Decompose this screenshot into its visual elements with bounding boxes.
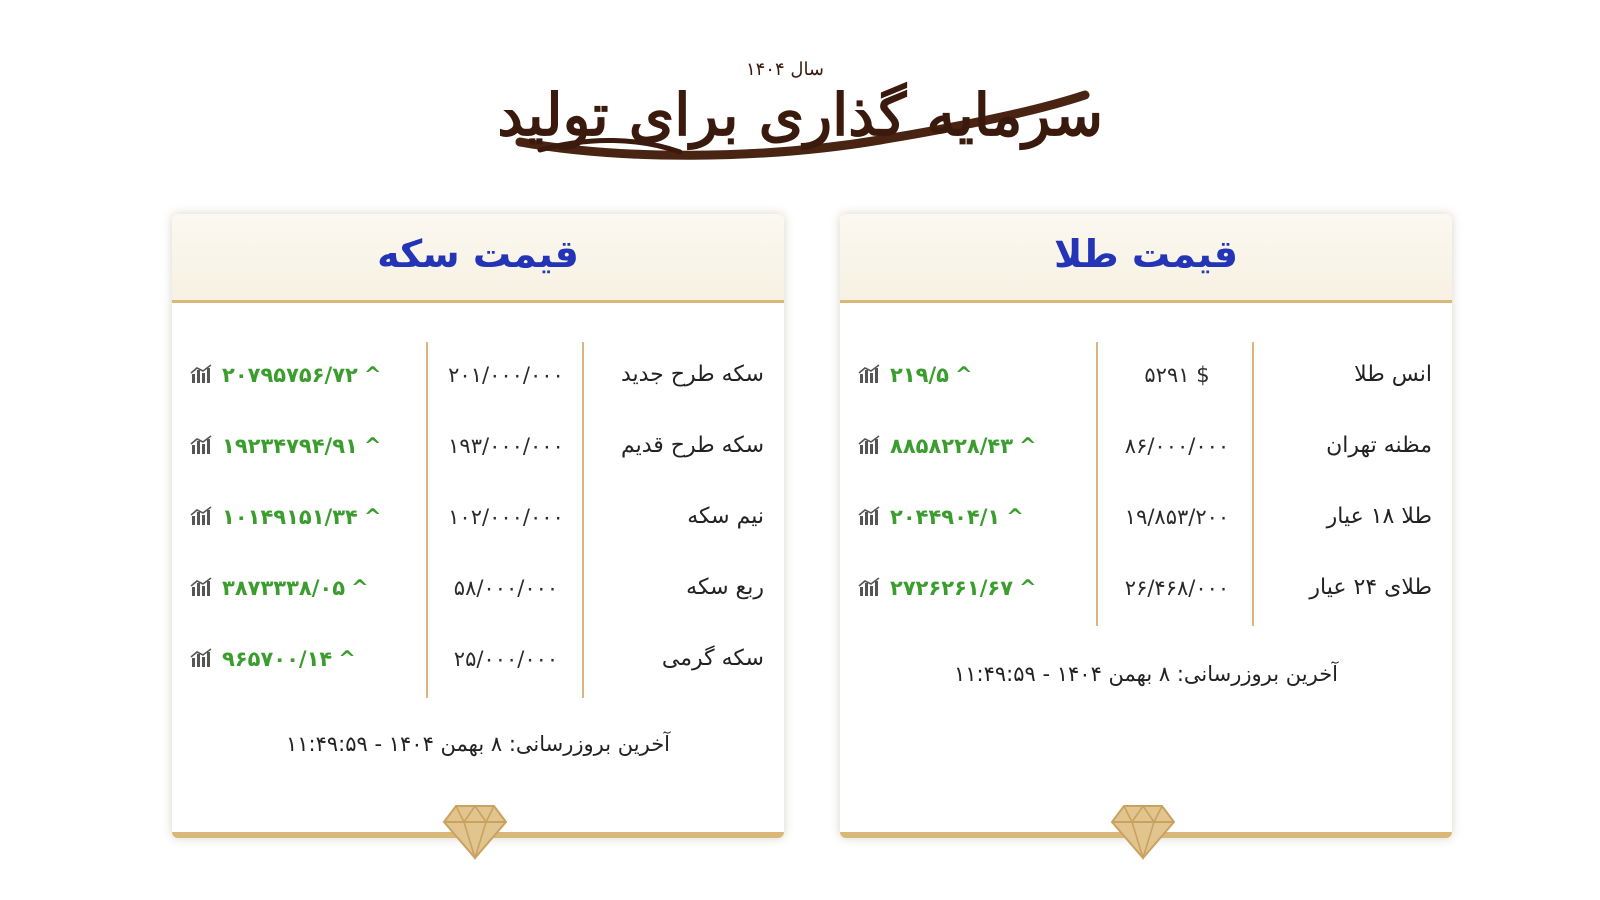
up-arrow-icon: ^ [1019,576,1037,600]
table-row [840,496,1452,536]
up-arrow-icon: ^ [363,505,382,529]
last-updated: آخرین بروزرسانی: ۸ بهمن ۱۴۰۴ - ۱۱:۴۹:۵۹ [285,732,671,756]
change-value: ۲۰۴۴۹۰۴/۱ [890,505,1001,529]
table-row [840,425,1452,465]
change-value: ۸۸۵۸۲۲۸/۴۳ [890,434,1014,458]
bar-chart-icon[interactable] [858,577,884,597]
row-change [858,363,973,387]
slogan-year: سال ۱۴۰۴ [745,59,825,80]
diamond-icon [1110,802,1176,860]
coin-card-title: قیمت سکه [377,232,579,276]
change-value: ۱۹۲۳۴۷۹۴/۹۱ [222,434,358,458]
row-change [190,505,381,529]
up-arrow-icon: ^ [1019,434,1037,458]
row-name: مظنه تهران [1326,433,1432,458]
gold-price-card [840,214,1452,838]
row-change [190,576,369,600]
row-change [190,434,381,458]
slogan-text: سرمایه گذاری برای تولید [500,81,1100,149]
table-row [172,638,784,678]
row-change [190,363,381,387]
row-name: ربع سکه [686,575,764,600]
row-name: نیم سکه [687,504,764,529]
up-arrow-icon: ^ [363,363,382,387]
row-change [858,505,1024,529]
row-price: ۱۹/۸۵۳/۲۰۰ [1124,505,1230,529]
bar-chart-icon[interactable] [190,435,216,455]
change-value: ۳۸۷۳۳۳۸/۰۵ [222,576,346,600]
coin-price-card [172,214,784,838]
slogan-calligraphy [500,40,1100,190]
row-change [858,576,1037,600]
last-updated: آخرین بروزرسانی: ۸ بهمن ۱۴۰۴ - ۱۱:۴۹:۵۹ [953,662,1339,686]
up-arrow-icon: ^ [954,363,973,387]
row-price: ۲۵/۰۰۰/۰۰۰ [453,647,559,671]
row-name: طلا ۱۸ عیار [1326,504,1432,529]
diamond-icon [442,802,508,860]
table-row [172,354,784,394]
gold-rows [840,214,1452,838]
table-row [172,496,784,536]
table-row [840,567,1452,607]
row-price: ۱۹۳/۰۰۰/۰۰۰ [448,434,564,458]
row-price: ۱۰۲/۰۰۰/۰۰۰ [448,505,564,529]
change-value: ۲۷۲۶۲۶۱/۶۷ [890,576,1014,600]
change-value: ۲۰۷۹۵۷۵۶/۷۲ [222,363,358,387]
up-arrow-icon: ^ [338,647,356,671]
row-name: سکه گرمی [661,646,764,671]
bar-chart-icon[interactable] [858,506,884,526]
bar-chart-icon[interactable] [190,364,216,384]
bar-chart-icon[interactable] [190,577,216,597]
up-arrow-icon: ^ [363,434,382,458]
row-change [858,434,1037,458]
gold-card-title: قیمت طلا [1054,232,1238,276]
row-name: انس طلا [1354,362,1432,387]
up-arrow-icon: ^ [1006,505,1024,529]
row-name: طلای ۲۴ عیار [1309,575,1432,600]
table-row [172,567,784,607]
change-value: ۹۶۵۷۰۰/۱۴ [222,647,333,671]
banner-logo [500,40,1100,190]
row-price: ۸۶/۰۰۰/۰۰۰ [1124,434,1230,458]
row-price: ۲۶/۴۶۸/۰۰۰ [1124,576,1230,600]
row-change [190,647,356,671]
row-name: سکه طرح جدید [620,362,764,387]
row-price: ۲۰۱/۰۰۰/۰۰۰ [448,363,564,387]
table-row [172,425,784,465]
bar-chart-icon[interactable] [190,506,216,526]
bar-chart-icon[interactable] [858,364,884,384]
change-value: ۲۱۹/۵ [890,363,949,387]
row-price: ۵۸/۰۰۰/۰۰۰ [453,576,559,600]
table-row [840,354,1452,394]
bar-chart-icon[interactable] [190,648,216,668]
bar-chart-icon[interactable] [858,435,884,455]
row-price: $ ۵۲۹۱ [1144,363,1210,387]
row-name: سکه طرح قدیم [620,433,764,458]
up-arrow-icon: ^ [351,576,369,600]
change-value: ۱۰۱۴۹۱۵۱/۳۴ [222,505,358,529]
